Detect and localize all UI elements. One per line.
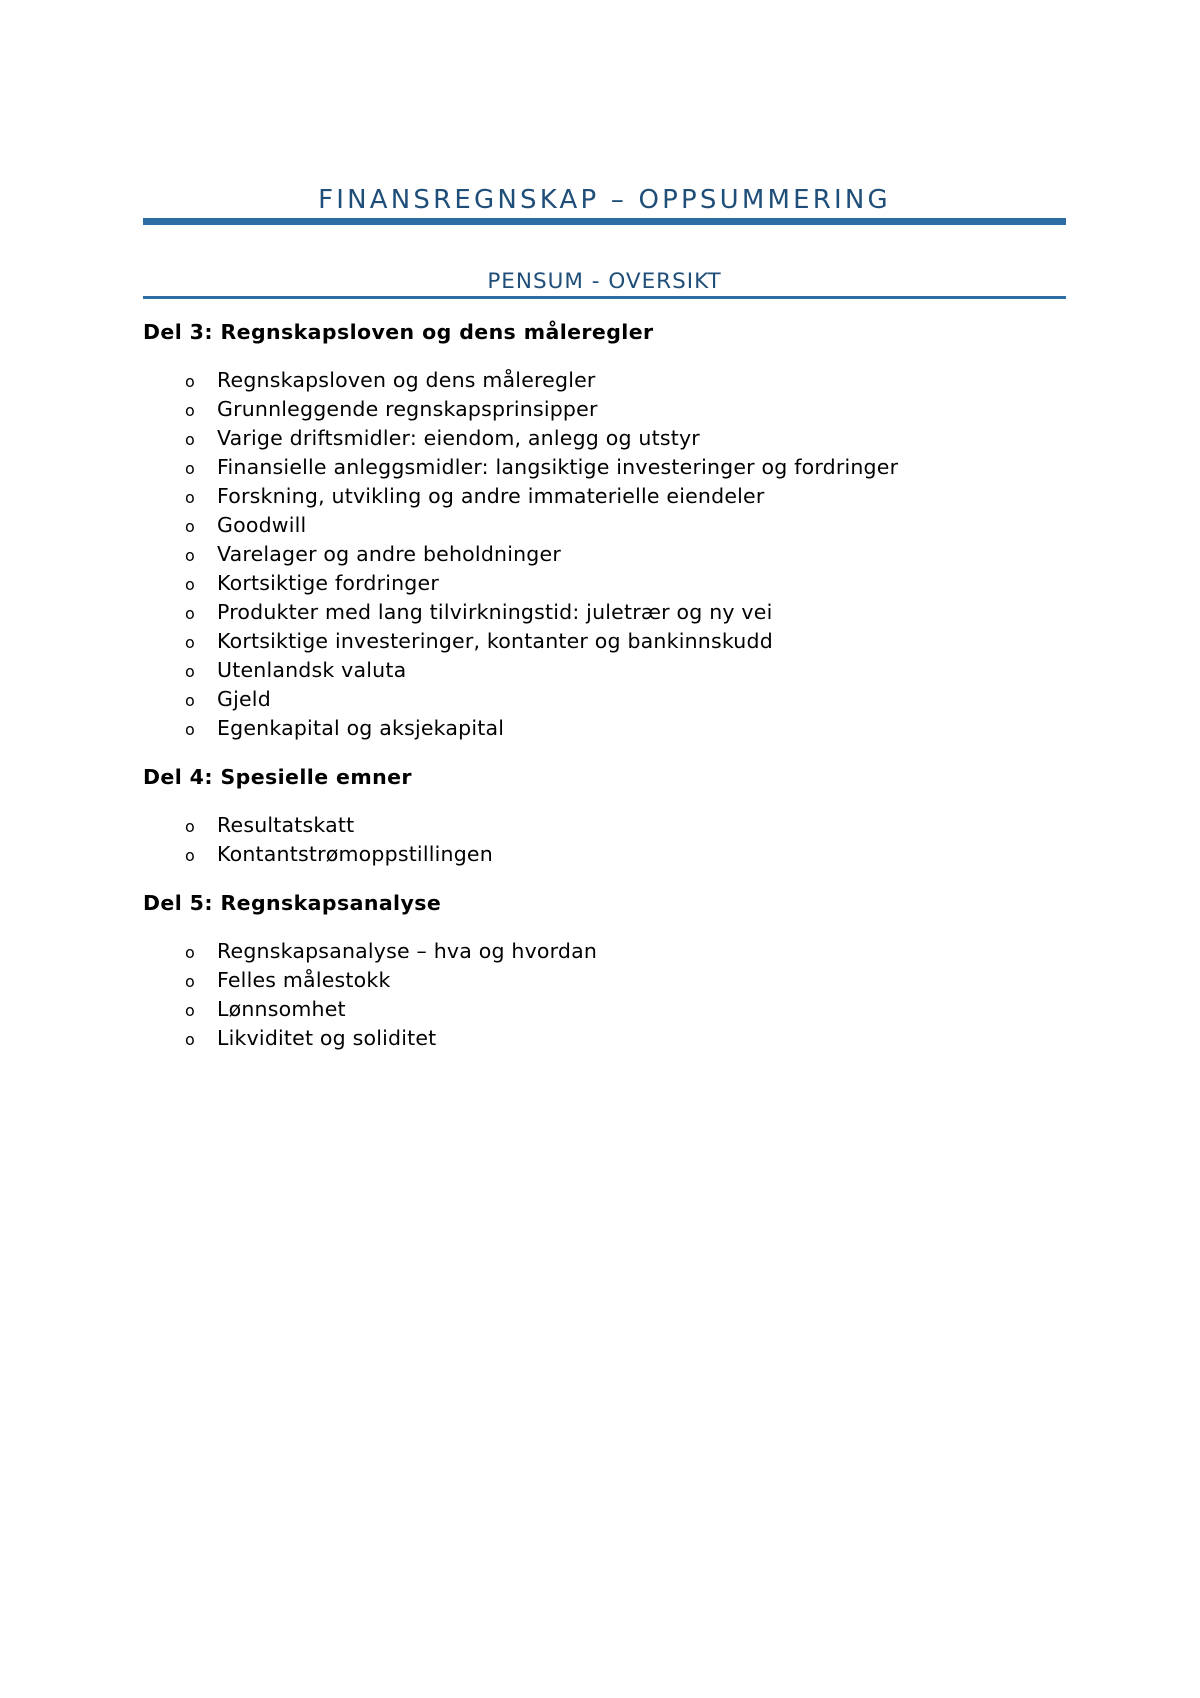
list-item-text: Kortsiktige investeringer, kontanter og bankinnskudd (217, 629, 773, 653)
circle-bullet-icon: o (185, 720, 195, 739)
circle-bullet-icon: o (185, 662, 195, 681)
circle-bullet-icon: o (185, 604, 195, 623)
list-item (143, 656, 1066, 685)
list-item (143, 453, 1066, 482)
list-item (143, 482, 1066, 511)
list-item-text: Likviditet og soliditet (217, 1026, 437, 1050)
list-item-text: Egenkapital og aksjekapital (217, 716, 505, 740)
list-item (143, 811, 1066, 840)
title-divider (143, 218, 1066, 225)
list-item (143, 366, 1066, 395)
list-item-text: Produkter med lang tilvirkningstid: juletrær og ny vei (217, 600, 773, 624)
document-title: FINANSREGNSKAP – OPPSUMMERING (318, 185, 891, 215)
part-item-list (143, 811, 1066, 869)
list-item-text: Regnskapsloven og dens måleregler (217, 368, 596, 392)
part-heading: Del 5: Regnskapsanalyse (143, 891, 442, 915)
list-item-text: Utenlandsk valuta (217, 658, 407, 682)
circle-bullet-icon: o (185, 488, 195, 507)
list-item-text: Resultatskatt (217, 813, 355, 837)
circle-bullet-icon: o (185, 430, 195, 449)
list-item (143, 995, 1066, 1024)
list-item (143, 966, 1066, 995)
list-item-text: Goodwill (217, 513, 307, 537)
circle-bullet-icon: o (185, 401, 195, 420)
part-item-list (143, 366, 1066, 743)
circle-bullet-icon: o (185, 633, 195, 652)
section-title: PENSUM - OVERSIKT (487, 269, 722, 294)
list-item-text: Varige driftsmidler: eiendom, anlegg og utstyr (217, 426, 700, 450)
circle-bullet-icon: o (185, 372, 195, 391)
list-item-text: Kortsiktige fordringer (217, 571, 439, 595)
part-heading: Del 4: Spesielle emner (143, 765, 412, 789)
list-item (143, 395, 1066, 424)
part-heading: Del 3: Regnskapsloven og dens måleregler (143, 320, 654, 344)
list-item (143, 424, 1066, 453)
list-item-text: Gjeld (217, 687, 271, 711)
list-item (143, 598, 1066, 627)
list-item-text: Finansielle anleggsmidler: langsiktige investeringer og fordringer (217, 455, 899, 479)
circle-bullet-icon: o (185, 575, 195, 594)
circle-bullet-icon: o (185, 1030, 195, 1049)
circle-bullet-icon: o (185, 459, 195, 478)
circle-bullet-icon: o (185, 691, 195, 710)
circle-bullet-icon: o (185, 972, 195, 991)
circle-bullet-icon: o (185, 1001, 195, 1020)
part-item-list (143, 937, 1066, 1053)
circle-bullet-icon: o (185, 817, 195, 836)
circle-bullet-icon: o (185, 546, 195, 565)
list-item (143, 627, 1066, 656)
list-item-text: Regnskapsanalyse – hva og hvordan (217, 939, 598, 963)
list-item (143, 714, 1066, 743)
circle-bullet-icon: o (185, 517, 195, 536)
section-divider (143, 296, 1066, 299)
list-item (143, 937, 1066, 966)
list-item (143, 1024, 1066, 1053)
list-item-text: Varelager og andre beholdninger (217, 542, 561, 566)
list-item (143, 540, 1066, 569)
list-item (143, 840, 1066, 869)
list-item (143, 511, 1066, 540)
list-item-text: Lønnsomhet (217, 997, 346, 1021)
list-item-text: Grunnleggende regnskapsprinsipper (217, 397, 598, 421)
document-content (143, 318, 1066, 1073)
list-item-text: Kontantstrømoppstillingen (217, 842, 493, 866)
circle-bullet-icon: o (185, 846, 195, 865)
circle-bullet-icon: o (185, 943, 195, 962)
list-item-text: Felles målestokk (217, 968, 391, 992)
list-item (143, 685, 1066, 714)
list-item (143, 569, 1066, 598)
list-item-text: Forskning, utvikling og andre immaterielle eiendeler (217, 484, 765, 508)
